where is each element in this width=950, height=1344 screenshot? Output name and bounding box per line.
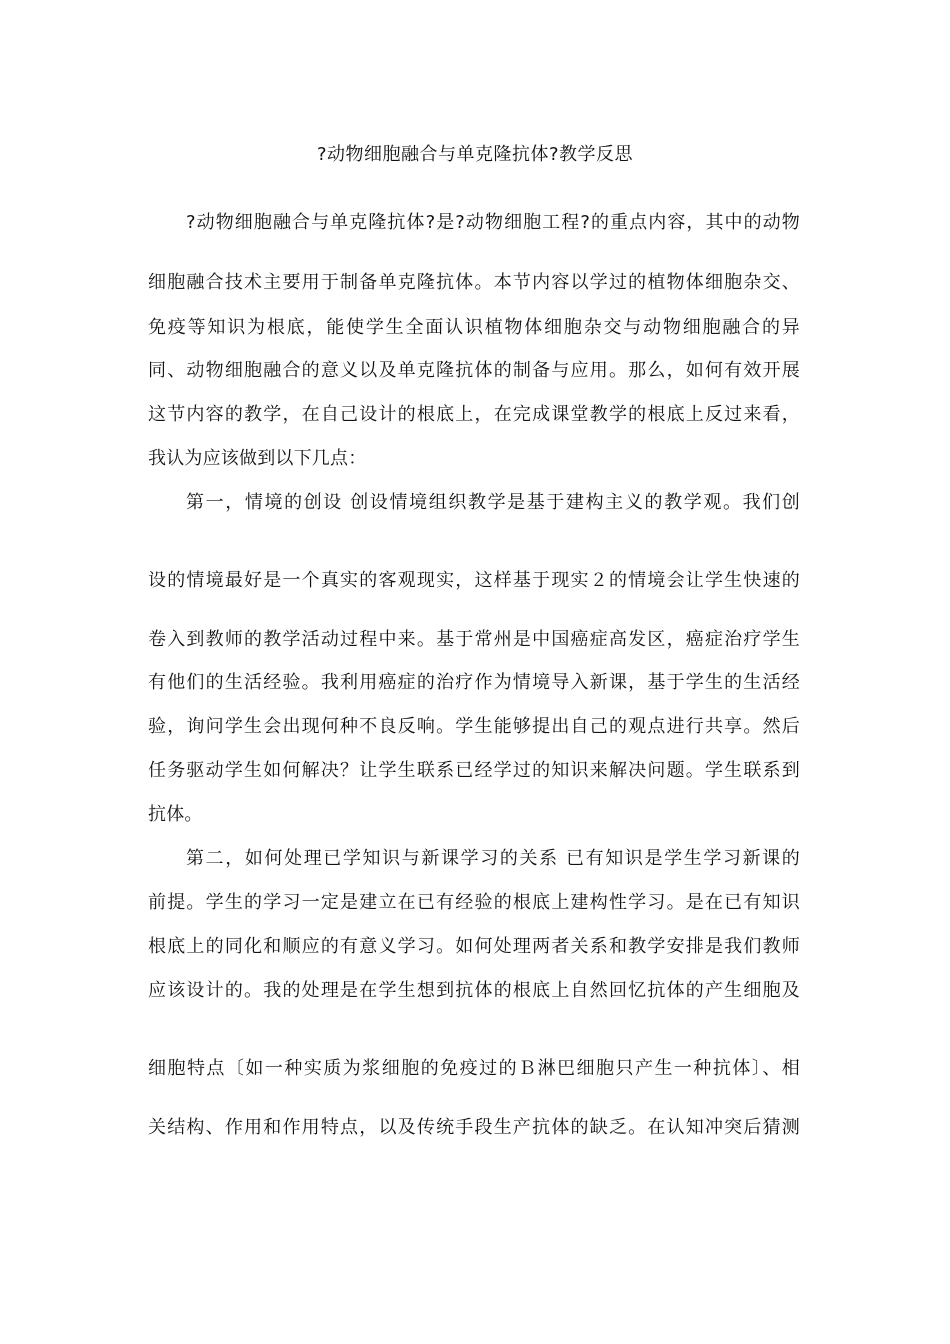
document-title: ?动物细胞融合与单克隆抗体?教学反思	[316, 144, 634, 165]
text-line: 关结构、作用和作用特点，以及传统手段生产抗体的缺乏。在认知冲突后猜测	[148, 1117, 800, 1138]
text-line: 前提。学生的学习一定是建立在已有经验的根底上建构性学习。是在已有知识	[148, 892, 800, 913]
text-line: 有他们的生活经验。我利用癌症的治疗作为情境导入新课，基于学生的生活经	[148, 672, 800, 693]
text-line: 免疫等知识为根底，能使学生全面认识植物体细胞杂交与动物细胞融合的异	[148, 317, 800, 338]
text-line: 细胞特点〔如一种实质为浆细胞的免疫过的Ｂ淋巴细胞只产生一种抗体〕、相	[148, 1058, 800, 1079]
text-line: 这节内容的教学，在自己设计的根底上，在完成课堂教学的根底上反过来看，	[148, 404, 800, 425]
text-line: 应该设计的。我的处理是在学生想到抗体的根底上自然回忆抗体的产生细胞及	[148, 980, 800, 1001]
text-line: 第二，如何处理已学知识与新课学习的关系 已有知识是学生学习新课的	[186, 848, 800, 869]
text-line: 同、动物细胞融合的意义以及单克隆抗体的制备与应用。那么，如何有效开展	[148, 360, 800, 381]
text-line: 我认为应该做到以下几点：	[148, 448, 367, 469]
text-line: 设的情境最好是一个真实的客观现实，这样基于现实２的情境会让学生快速的	[148, 570, 800, 591]
text-line: 验，询问学生会出现何种不良反响。学生能够提出自己的观点进行共享。然后	[148, 716, 800, 737]
text-line: 第一，情境的创设 创设情境组织教学是基于建构主义的教学观。我们创	[186, 492, 800, 513]
text-line: 抗体。	[148, 804, 203, 825]
text-line: ?动物细胞融合与单克隆抗体?是?动物细胞工程?的重点内容，其中的动物	[186, 212, 800, 233]
text-line: 细胞融合技术主要用于制备单克隆抗体。本节内容以学过的植物体细胞杂交、	[148, 272, 800, 293]
text-line: 任务驱动学生如何解决？让学生联系已经学过的知识来解决问题。学生联系到	[148, 760, 800, 781]
text-line: 根底上的同化和顺应的有意义学习。如何处理两者关系和教学安排是我们教师	[148, 936, 800, 957]
text-line: 卷入到教师的教学活动过程中来。基于常州是中国癌症高发区，癌症治疗学生	[148, 629, 800, 650]
